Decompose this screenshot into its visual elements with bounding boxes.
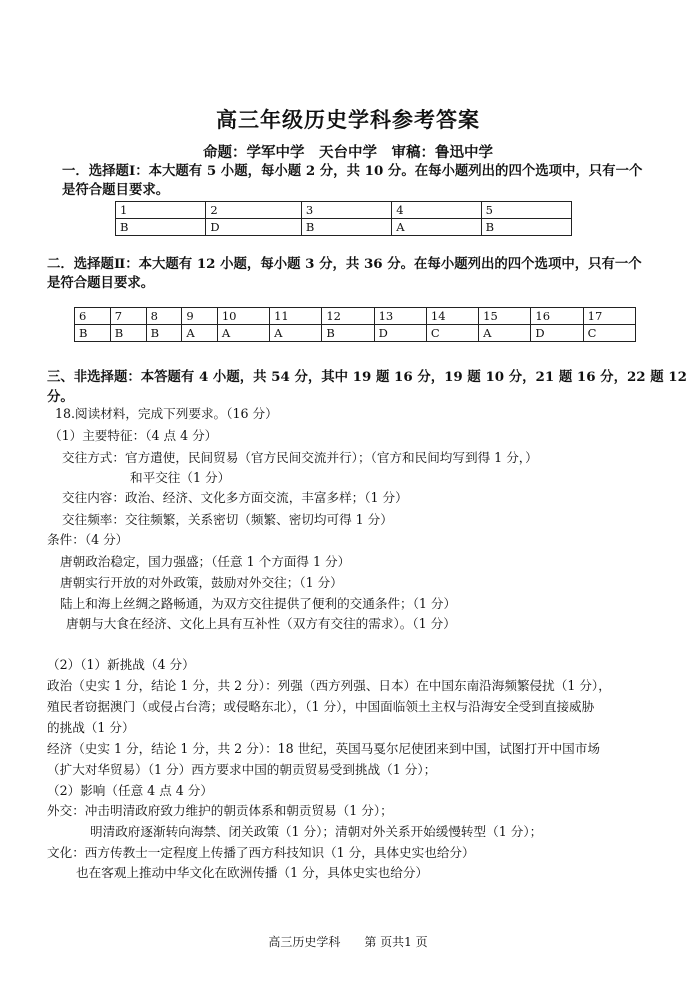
table-cell: B [75, 325, 111, 342]
table-row [116, 219, 572, 236]
q18-line: 经济（史实 1 分，结论 1 分，共 2 分）：18 世纪，英国马戛尔尼使团来到中国，试图打开中国市场 [47, 741, 600, 756]
table-cell: B [116, 219, 206, 236]
table-cell: B [146, 325, 182, 342]
q18-line: 的挑战（1 分） [47, 720, 135, 735]
table-cell: 1 [116, 202, 206, 219]
table-cell: 12 [322, 308, 374, 325]
table-cell: 3 [301, 202, 391, 219]
page-footer: 高三历史学科 第 页共1 页 [268, 935, 428, 949]
table-cell: A [217, 325, 269, 342]
q18-line: 唐朝实行开放的对外政策，鼓励对外交往；（1 分） [60, 575, 343, 590]
table-cell: D [374, 325, 426, 342]
q18-line: 陆上和海上丝绸之路畅通，为双方交往提供了便利的交通条件；（1 分） [60, 596, 457, 611]
table-cell: 5 [481, 202, 571, 219]
q18-line: （扩大对华贸易）（1 分）西方要求中国的朝贡贸易受到挑战（1 分）； [47, 762, 437, 777]
page-subtitle: 命题：学军中学 天台中学 审稿：鲁迅中学 [203, 144, 493, 161]
table-cell: 6 [75, 308, 111, 325]
table-cell: 16 [531, 308, 583, 325]
table-cell: A [479, 325, 531, 342]
table-cell: C [426, 325, 478, 342]
q18-line: 唐朝与大食在经济、文化上具有互补性（双方有交往的需求）。（1 分） [66, 616, 456, 631]
table-cell: 2 [206, 202, 302, 219]
table-cell: 9 [182, 308, 217, 325]
q18-line: 文化：西方传教士一定程度上传播了西方科技知识（1 分，具体史实也给分） [47, 845, 475, 860]
q18-line: 也在客观上推动中华文化在欧洲传播（1 分，具体史实也给分） [76, 865, 429, 880]
table-row [116, 202, 572, 219]
q18-line: 交往内容：政治、经济、文化多方面交流，丰富多样；（1 分） [62, 490, 408, 505]
q18-line: 政治（史实 1 分，结论 1 分，共 2 分）：列强（西方列强、日本）在中国东南沿海频繁侵扰（1 分）， [47, 678, 611, 693]
table-cell: 13 [374, 308, 426, 325]
answer-table-2 [74, 307, 636, 342]
answer-table-1 [115, 201, 572, 236]
q18-line: 明清政府逐渐转向海禁、闭关政策（1 分）；清朝对外关系开始缓慢转型（1 分）； [90, 824, 543, 839]
section2-heading-line2: 是符合题目要求。 [47, 275, 155, 291]
table-cell: D [206, 219, 302, 236]
table-cell: 10 [217, 308, 269, 325]
table-cell: A [392, 219, 481, 236]
table-cell: B [110, 325, 146, 342]
table-cell: 15 [479, 308, 531, 325]
q18-line: 交往频率：交往频繁，关系密切（频繁、密切均可得 1 分） [62, 512, 393, 527]
section1-heading-line1: 一．选择题Ⅰ：本大题有 5 小题，每小题 2 分，共 10 分。在每小题列出的四个选项中，只有一个 [62, 163, 643, 179]
table-cell: 8 [146, 308, 182, 325]
table-cell: A [270, 325, 322, 342]
table-cell: B [301, 219, 391, 236]
page-title: 高三年级历史学科参考答案 [216, 107, 480, 132]
q18-line: 唐朝政治稳定，国力强盛；（任意 1 个方面得 1 分） [60, 554, 351, 569]
table-cell: 4 [392, 202, 481, 219]
table-cell: 14 [426, 308, 478, 325]
q18-line: （1）主要特征：（4 点 4 分） [49, 428, 218, 443]
q18-line: 殖民者窃据澳门（或侵占台湾；或侵略东北），（1 分），中国面临领土主权与沿海安全受到直接威胁 [47, 699, 595, 714]
q18-line: 18.阅读材料，完成下列要求。（16 分） [55, 406, 278, 421]
q18-line: 条件：（4 分） [47, 532, 129, 547]
section2-heading-line1: 二．选择题Ⅱ：本大题有 12 小题，每小题 3 分，共 36 分。在每小题列出的四个选项中，只有一个 [47, 256, 642, 272]
table-cell: 11 [270, 308, 322, 325]
table-row [75, 308, 636, 325]
table-cell: B [322, 325, 374, 342]
q18-line: 外交：冲击明清政府致力维护的朝贡体系和朝贡贸易（1 分）； [47, 803, 393, 818]
q18-line: （2）影响（任意 4 点 4 分） [47, 783, 213, 798]
section3-heading-line1: 三、非选择题：本答题有 4 小题，共 54 分，其中 19 题 16 分，19 题 10 分，21 题 16 分，22 题 12 [47, 369, 687, 385]
table-cell: B [481, 219, 571, 236]
section1-heading-line2: 是符合题目要求。 [62, 182, 170, 198]
table-cell: C [583, 325, 635, 342]
table-row [75, 325, 636, 342]
table-cell: A [182, 325, 217, 342]
q18-line: 和平交往（1 分） [130, 470, 231, 485]
table-cell: 17 [583, 308, 635, 325]
q18-line: （2）（1）新挑战（4 分） [47, 657, 195, 672]
table-cell: D [531, 325, 583, 342]
section3-heading-line2: 分。 [47, 389, 74, 405]
table-cell: 7 [110, 308, 146, 325]
q18-line: 交往方式：官方遣使，民间贸易（官方民间交流并行）；（官方和民间均写到得 1 分，） [62, 450, 538, 465]
